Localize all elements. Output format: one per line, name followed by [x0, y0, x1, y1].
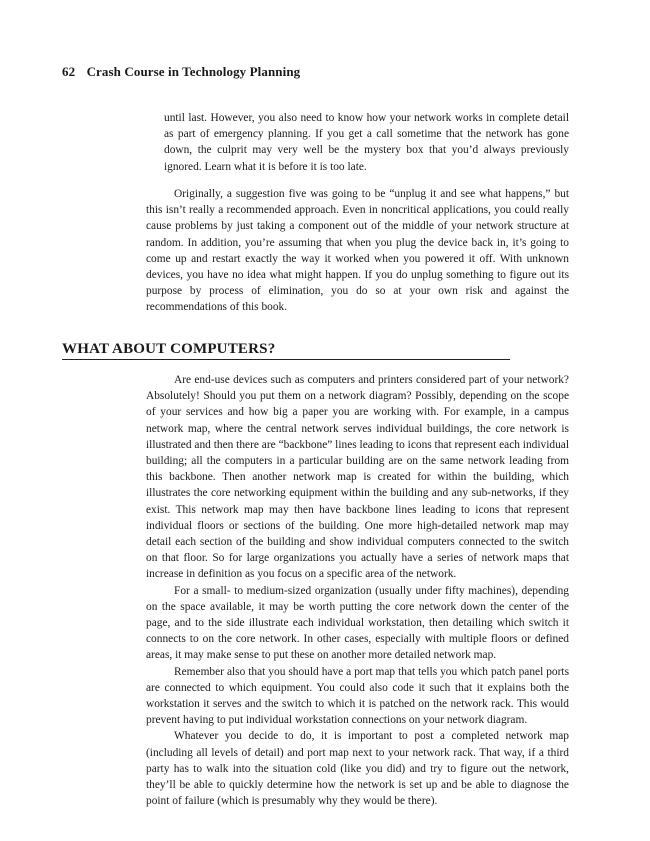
section-body	[146, 372, 569, 809]
body-paragraph: Remember also that you should have a port map that tells you which patch panel ports are connected to which equipment. You could also code it such that it explains both the workstation it serves and the switch to which it is patched on the network rack. This would prevent having to put individual workstation connections on your network diagram.	[146, 665, 569, 727]
running-head	[62, 64, 300, 80]
section-heading: WHAT ABOUT COMPUTERS?	[62, 341, 276, 357]
section-divider	[62, 359, 510, 360]
body-paragraph: For a small- to medium-sized organization (usually under fifty machines), depending on the space available, it may be worth putting the core network down the center of the page, and to the side illustrate each individual workstation, then detailing which switch it connects to on the core network. In other cases, especially with multiple floors or defined areas, it may make sense to put these on another more detailed network map.	[146, 584, 569, 662]
body-paragraph: Are end-use devices such as computers and printers considered part of your network? Absolutely! Should you put them on a network diagram? Possibly, depending on the scope of your services and how big a paper you are working with. For example, in a campus network map, where the central network serves individual buildings, the core network is illustrated and then there are “backbone” lines leading to icons that represent each individual building; all the computers in a particular building are on the same network leading from this backbone. Then another network map is created for within the building, which illustrates the core networking equipment within the building and any sub-networks, if they exist. This network map may then have backbone lines leading to icons that represent individual floors or sections of the building. One more high-detailed network map may detail each section of the building and show individual computers connected to the switch on that floor. So for large organizations you actually have a series of network maps that increase in definition as you focus on a specific area of the network.	[146, 374, 569, 581]
intro-paragraph	[146, 186, 569, 316]
book-title: Crash Course in Technology Planning	[86, 64, 301, 79]
body-paragraph: Whatever you decide to do, it is important to post a completed network map (including all levels of detail) and port map next to your network rack. That way, if a third party has to walk into the situation cold (like you did) and try to figure out the network, they’ll be able to quickly determine how the network is set up and be able to diagnose the point of failure (which is presumably why they would be there).	[146, 730, 569, 808]
block-paragraph-text: until last. However, you also need to know how your network works in complete detail as part of emergency planning. If you get a call sometime that the network has gone down, the culprit may very well be the mystery box that you’d always previously ignored. Learn what it is before it is too late.	[164, 112, 569, 173]
page-number: 62	[62, 64, 76, 79]
intro-paragraph-text: Originally, a suggestion five was going to be “unplug it and see what happens,” but this isn’t really a recommended approach. Even in noncritical applications, you could really cause problems by just taking a component out of the middle of your network structure at random. In addition, you’re assuming that when you plug the device back in, it’s going to come up and restart exactly the way it worked when you powered it off. With unknown devices, you have no idea what might happen. If you do unplug something to figure out its purpose by process of elimination, you do so at your own risk and against the recommendations of this book.	[146, 188, 569, 314]
block-paragraph	[164, 110, 569, 175]
